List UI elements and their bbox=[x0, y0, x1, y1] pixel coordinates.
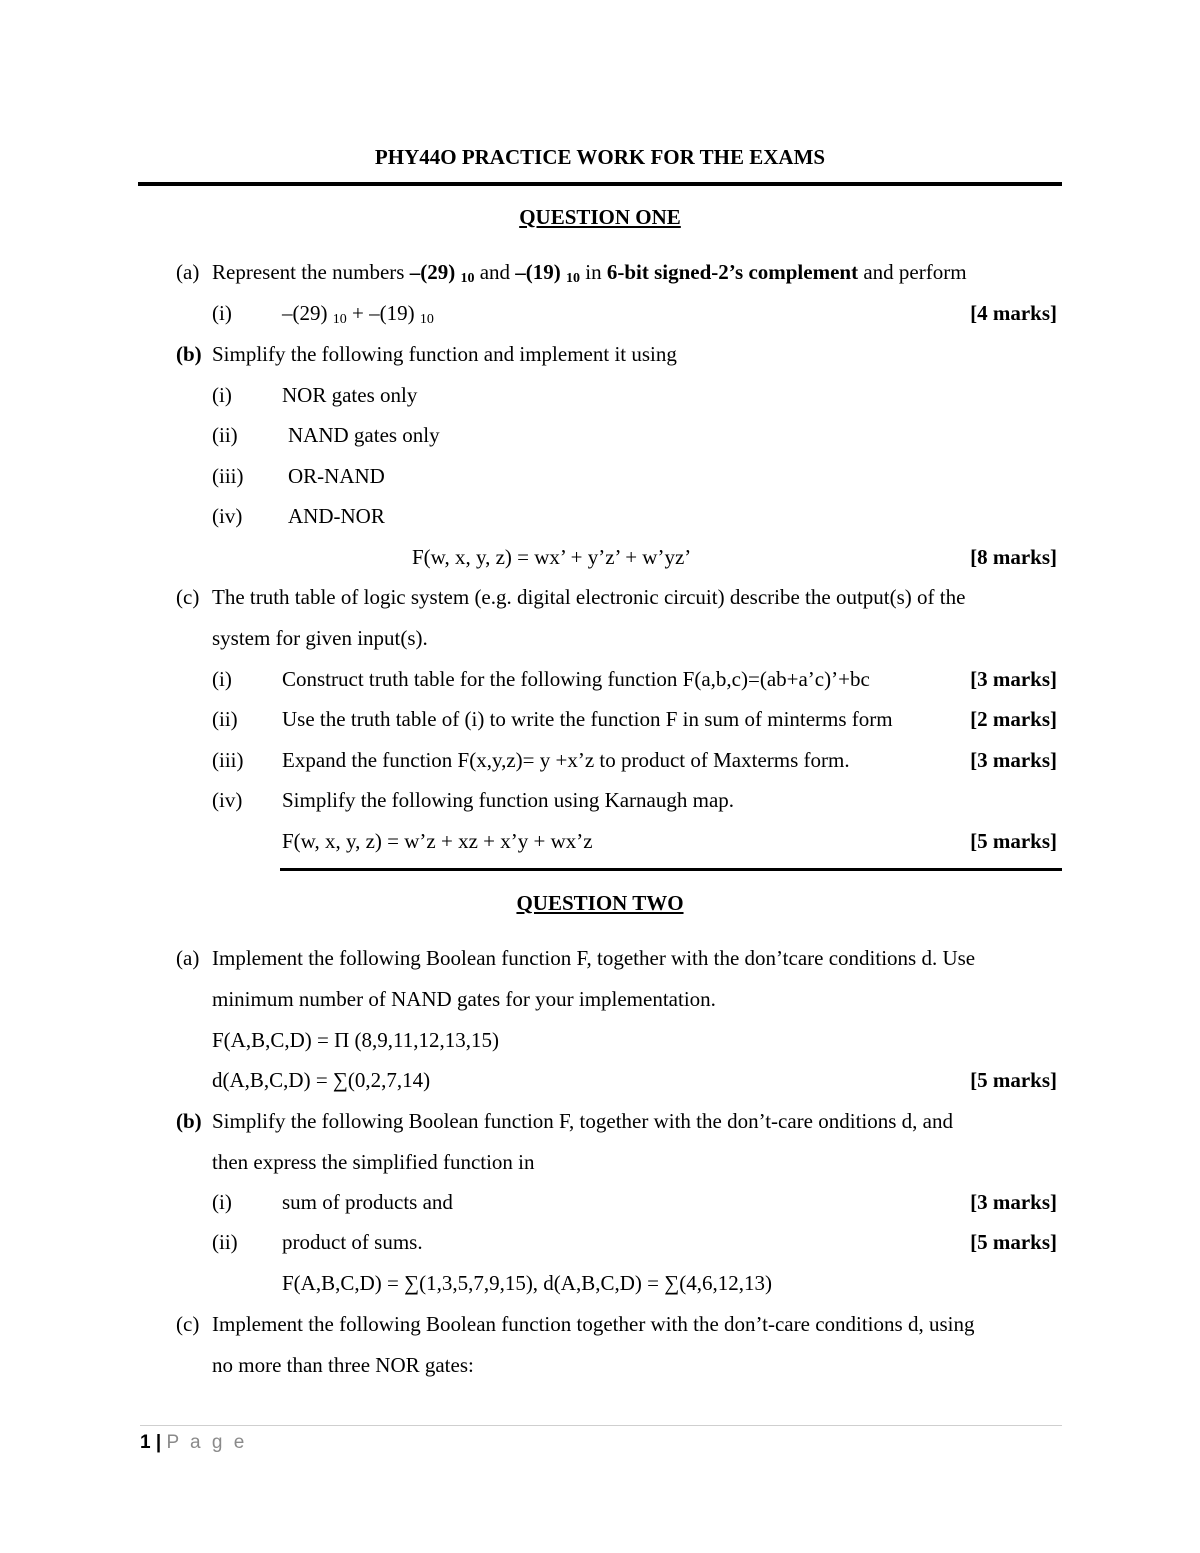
page-separator: | bbox=[150, 1432, 167, 1453]
q1-c-item-text: Construct truth table for the following function F(a,b,c)=(ab+a’c)’+bc bbox=[282, 667, 870, 691]
q1-b-item-text: OR-NAND bbox=[288, 464, 385, 488]
q1-a-t4: and perform bbox=[858, 260, 967, 284]
page-footer bbox=[140, 1432, 247, 1454]
q1-a-i-b: + –(19) bbox=[346, 301, 420, 325]
q1-a-n1: –(29) bbox=[409, 260, 461, 284]
q2-b-label-text: (b) bbox=[176, 1109, 202, 1133]
q2-b-function: F(A,B,C,D) = ∑(1,3,5,7,9,15), d(A,B,C,D) = ∑(4,6,12,13) bbox=[282, 1271, 772, 1295]
q1-a-bold: 6-bit signed-2’s complement bbox=[606, 260, 859, 284]
title-rule bbox=[138, 182, 1062, 186]
q1-a-t2: and bbox=[474, 260, 516, 284]
q1-c-item-text: Simplify the following function using Karnaugh map. bbox=[282, 788, 735, 812]
q1-b-item-num: (i) bbox=[212, 383, 232, 407]
q1-b-function: F(w, x, y, z) = wx’ + y’z’ + w’yz’ bbox=[412, 545, 692, 569]
q2-a-label: (a) bbox=[176, 946, 200, 970]
q1-c-item-marks: [3 marks] bbox=[970, 667, 1057, 691]
q1-c-iv-marks: [5 marks] bbox=[970, 829, 1057, 853]
q1-a-t1: Represent the numbers bbox=[212, 260, 410, 284]
q1-b-text: Simplify the following function and implement it using bbox=[212, 342, 677, 366]
q1-c-item-text: Expand the function F(x,y,z)= y +x’z to product of Maxterms form. bbox=[282, 748, 850, 772]
section-rule bbox=[280, 868, 1062, 871]
q2-b-item-marks: [3 marks] bbox=[970, 1190, 1057, 1214]
q1-b-item-num: (iii) bbox=[212, 464, 244, 488]
q2-b-line1: Simplify the following Boolean function F, together with the don’t-care onditions d, and bbox=[212, 1109, 953, 1133]
q1-b-label-text: (b) bbox=[176, 342, 202, 366]
q1-a-i-sub1: 10 bbox=[332, 312, 347, 327]
q1-c-line2: system for given input(s). bbox=[212, 626, 428, 650]
q1-a-i-expression bbox=[282, 300, 434, 330]
q2-c-label: (c) bbox=[176, 1312, 200, 1336]
q1-c-label: (c) bbox=[176, 585, 200, 609]
q1-a-label: (a) bbox=[176, 260, 200, 284]
q1-c-item-num: (i) bbox=[212, 667, 232, 691]
q1-c-item-marks: [2 marks] bbox=[970, 707, 1057, 731]
q2-c-line2: no more than three NOR gates: bbox=[212, 1353, 474, 1377]
q1-a-sub1: 10 bbox=[460, 271, 475, 286]
q1-a-t3: in bbox=[580, 260, 607, 284]
q1-a-marks: [4 marks] bbox=[970, 301, 1057, 325]
footer-rule bbox=[140, 1425, 1062, 1426]
document-title: PHY44O PRACTICE WORK FOR THE EXAMS bbox=[374, 145, 826, 169]
page-word: P a g e bbox=[166, 1432, 248, 1453]
q1-b-item-text: NAND gates only bbox=[288, 423, 440, 447]
q2-b-item-num: (ii) bbox=[212, 1230, 238, 1254]
q1-b-item-text: NOR gates only bbox=[282, 383, 418, 407]
q2-b-item-text: sum of products and bbox=[282, 1190, 453, 1214]
q1-c-item-text: Use the truth table of (i) to write the function F in sum of minterms form bbox=[282, 707, 893, 731]
page-number: 1 bbox=[140, 1432, 151, 1453]
q1-c-item-num: (iv) bbox=[212, 788, 243, 812]
q1-a-i-a: –(29) bbox=[282, 301, 333, 325]
q1-b-marks: [8 marks] bbox=[970, 545, 1057, 569]
question-one-heading: QUESTION ONE bbox=[519, 205, 681, 229]
q2-b-line2: then express the simplified function in bbox=[212, 1150, 535, 1174]
q2-b-item-text: product of sums. bbox=[282, 1230, 423, 1254]
q1-b-label bbox=[176, 341, 202, 367]
q1-b-item-num: (iv) bbox=[212, 504, 243, 528]
q1-a-n2: –(19) bbox=[515, 260, 567, 284]
question-two-heading: QUESTION TWO bbox=[516, 891, 684, 915]
q1-a-text bbox=[212, 259, 967, 289]
q1-c-item-num: (ii) bbox=[212, 707, 238, 731]
q2-a-d: d(A,B,C,D) = ∑(0,2,7,14) bbox=[212, 1068, 431, 1092]
q2-b-label bbox=[176, 1108, 202, 1134]
q1-b-item-num: (ii) bbox=[212, 423, 238, 447]
q1-c-item-marks: [3 marks] bbox=[970, 748, 1057, 772]
q1-a-i-label: (i) bbox=[212, 301, 232, 325]
q2-b-item-num: (i) bbox=[212, 1190, 232, 1214]
q1-a-sub2: 10 bbox=[566, 271, 581, 286]
q2-a-line1: Implement the following Boolean function F, together with the don’tcare conditions d. Use bbox=[212, 946, 976, 970]
q1-a-i-sub2: 10 bbox=[419, 312, 434, 327]
q1-c-item-num: (iii) bbox=[212, 748, 244, 772]
q2-a-line2: minimum number of NAND gates for your implementation. bbox=[212, 987, 716, 1011]
q2-c-line1: Implement the following Boolean function together with the don’t-care conditions d, using bbox=[212, 1312, 975, 1336]
q2-b-item-marks: [5 marks] bbox=[970, 1230, 1057, 1254]
q2-a-f: F(A,B,C,D) = Π (8,9,11,12,13,15) bbox=[212, 1028, 499, 1052]
q1-c-iv-function: F(w, x, y, z) = w’z + xz + x’y + wx’z bbox=[282, 829, 593, 853]
q1-c-line1: The truth table of logic system (e.g. digital electronic circuit) describe the output(s) of the bbox=[212, 585, 966, 609]
q1-b-item-text: AND-NOR bbox=[288, 504, 385, 528]
q2-a-marks: [5 marks] bbox=[970, 1068, 1057, 1092]
